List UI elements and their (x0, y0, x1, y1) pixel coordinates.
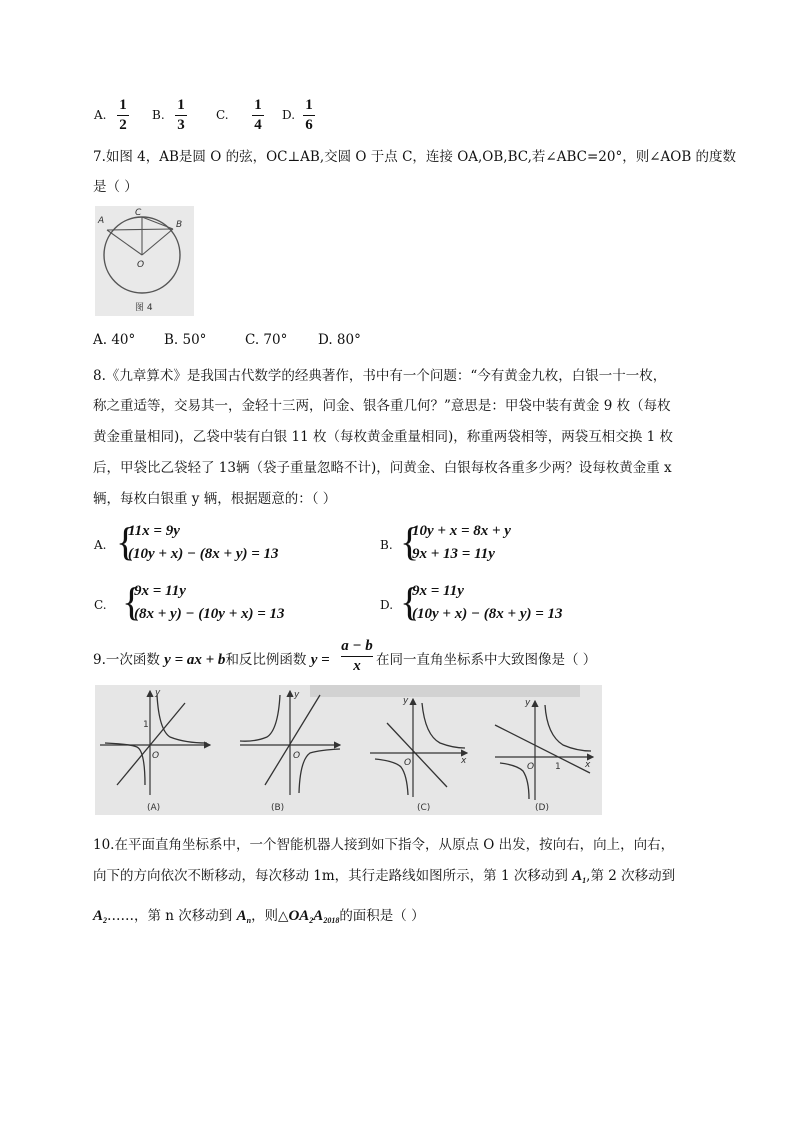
q6-opt-c-num: 1 (254, 97, 262, 113)
q9-graphs-photo (95, 685, 602, 815)
q10-line-2-text: 向下的方向依次不断移动，每次移动 1m，其行走路线如图所示，第 1 次移动到 (93, 868, 573, 884)
q8-opt-a-eq1: 11x = 9y (128, 523, 180, 539)
q8-opt-b-eq1: 10y + x = 8x + y (412, 523, 511, 539)
q9-mid: 和反比例函数 (225, 652, 311, 668)
q6-opt-d-label: D. (282, 108, 296, 122)
q6-opt-b-num: 1 (177, 97, 185, 113)
q10-line-2-end: ,第 2 次移动到 (586, 868, 676, 884)
fig4-label-b: B (176, 220, 183, 230)
graph-d-caption: (D) (535, 803, 549, 813)
q6-opt-b-fraction (175, 98, 187, 133)
q9-inverse-fraction (341, 639, 373, 674)
q7-line-2: 是（ ） (93, 179, 138, 195)
q7-line-1: 7.如图 4，AB是圆 O 的弦，OC⊥AB,交圆 O 于点 C，连接 OA,OB,BC,若∠ABC=20°，则∠AOB 的度数 (93, 149, 737, 165)
q8-opt-b-system: { 10y + x = 8x + y 9x + 13 = 11y (400, 519, 511, 564)
q8-line-4: 后，甲袋比乙袋轻了 13辆（袋子重量忽略不计)，问黄金、白银每枚各重多少两？设每枚黄金重 x (93, 460, 672, 476)
q8-opt-b-eq2: 9x + 13 = 11y (412, 546, 495, 562)
q8-opt-d-system: { 9x = 11y (10y + x) − (8x + y) = 13 (400, 579, 563, 624)
graph-c-caption: (C) (417, 803, 431, 813)
q10-an: $A_n$ (236, 908, 252, 925)
q9-stem (93, 648, 330, 669)
q9-prefix: 9.一次函数 (93, 652, 165, 668)
q6-opt-b-den: 3 (177, 117, 185, 133)
graph-a-o: O (152, 751, 160, 761)
q10-line-3 (93, 904, 425, 925)
q7-opt-d: D. 80° (318, 332, 361, 348)
q10-line-3-mid: ……，第 n 次移动到 (107, 908, 237, 924)
q10-line-1: 10.在平面直角坐标系中，一个智能机器人接到如下指令，从原点 O 出发，按向右，向上，向右， (93, 837, 675, 853)
q8-line-5: 辆，每枚白银重 y 辆，根据题意的：（ ） (93, 491, 337, 507)
graph-a-y: y (155, 688, 161, 698)
q6-opt-c-den: 4 (254, 117, 262, 133)
q10-line-3-mid2: ，则△ (251, 908, 289, 924)
q10-a1: $A_1$ (572, 868, 587, 885)
q8-opt-a-label: A. (94, 538, 107, 552)
q7-opt-a: A. 40° (93, 332, 136, 348)
graph-a-caption: (A) (147, 803, 161, 813)
q6-opt-c-label: C. (216, 108, 229, 122)
q6-opt-d-num: 1 (305, 97, 313, 113)
fig4-label-o: O (137, 260, 145, 270)
q9-y-eq: y = (310, 652, 330, 668)
circle-diagram (95, 206, 194, 316)
graph-d-o: O (527, 762, 535, 772)
graph-c-x: x (461, 756, 467, 766)
q6-opt-d-fraction (303, 98, 315, 133)
graph-d-one: 1 (555, 762, 561, 772)
q9-linear-function: y = ax + b (164, 652, 226, 668)
fig4-label-c: C (135, 208, 142, 218)
q10-triangle: $OA_2A_{2018}$ (288, 908, 340, 925)
q8-opt-c-eq2: (8x + y) − (10y + x) = 13 (134, 606, 285, 622)
graph-b-y: y (294, 690, 300, 700)
graph-c-o: O (404, 758, 412, 768)
q9-graphs-svg (95, 685, 602, 815)
q6-opt-a-label: A. (94, 108, 107, 122)
q10-line-3-end: 的面积是（ ） (339, 908, 425, 924)
q7-figure-4 (95, 206, 194, 316)
graph-a-one: 1 (143, 720, 149, 730)
q8-line-1: 8.《九章算术》是我国古代数学的经典著作，书中有一个问题：“今有黄金九枚，白银一十一枚， (93, 368, 667, 384)
q8-opt-a-eq2: (10y + x) − (8x + y) = 13 (128, 546, 279, 562)
fig4-caption: 图 4 (135, 303, 153, 313)
q8-opt-d-eq1: 9x = 11y (412, 583, 464, 599)
q10-a2: $A_2$ (93, 908, 108, 925)
q7-opt-c: C. 70° (245, 332, 288, 348)
q9-frac-den: x (353, 658, 361, 674)
q6-opt-a-den: 2 (119, 117, 127, 133)
fig4-label-a: A (98, 216, 105, 226)
q9-suffix: 在同一直角坐标系中大致图像是（ ） (376, 652, 597, 668)
graph-d-x: x (585, 760, 591, 770)
q6-opt-a-num: 1 (119, 97, 127, 113)
q9-frac-num: a − b (341, 638, 373, 654)
q6-opt-a-fraction (117, 98, 129, 133)
q6-opt-d-den: 6 (305, 117, 313, 133)
q8-opt-d-label: D. (380, 598, 394, 612)
q8-opt-c-eq1: 9x = 11y (134, 583, 186, 599)
q6-opt-c-fraction (252, 98, 264, 133)
q8-opt-d-eq2: (10y + x) − (8x + y) = 13 (412, 606, 563, 622)
q6-opt-b-label: B. (152, 108, 165, 122)
graph-c-y: y (403, 696, 409, 706)
q8-opt-c-label: C. (94, 598, 107, 612)
graph-b-caption: (B) (271, 803, 285, 813)
graph-b-o: O (293, 751, 301, 761)
graph-d-y: y (525, 698, 531, 708)
q8-opt-b-label: B. (380, 538, 393, 552)
q8-opt-c-system: { 9x = 11y (8x + y) − (10y + x) = 13 (122, 579, 285, 624)
q10-line-2 (93, 864, 675, 885)
q8-line-2: 称之重适等，交易其一，金轻十三两，问金、银各重几何？”意思是：甲袋中装有黄金 9 枚（每枚 (93, 398, 671, 414)
q8-line-3: 黄金重量相同)，乙袋中装有白银 11 枚（每枚黄金重量相同)，称重两袋相等，两袋互相交换 1 枚 (93, 429, 673, 445)
q7-opt-b: B. 50° (164, 332, 207, 348)
q8-opt-a-system: { 11x = 9y (10y + x) − (8x + y) = 13 (116, 519, 279, 564)
